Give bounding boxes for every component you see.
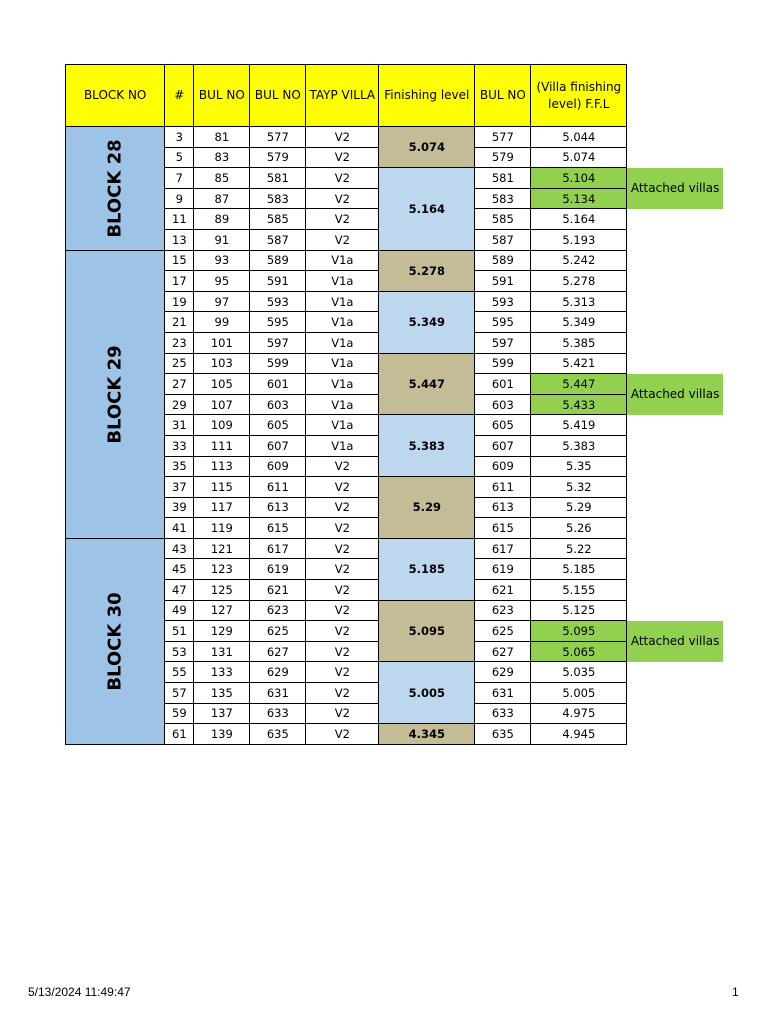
cell-villa-type: V2 [306,477,379,498]
cell-bul-no: 581 [250,168,306,189]
cell-bul-no: 121 [194,538,250,559]
cell-bul-no: 585 [250,209,306,230]
cell-bul-no: 613 [475,497,531,518]
cell-bul-no: 583 [250,188,306,209]
attached-villas-note: Attached villas [627,168,723,209]
cell-ffl: 5.193 [531,229,627,250]
cell-bul-no: 631 [475,683,531,704]
cell-bul-no: 101 [194,332,250,353]
cell-num: 51 [165,621,194,642]
cell-villa-type: V2 [306,188,379,209]
page-number: 1 [732,985,739,999]
cell-bul-no: 93 [194,250,250,271]
finishing-level-cell: 5.005 [379,662,475,724]
header-num: # [165,65,194,127]
cell-villa-type: V2 [306,641,379,662]
table-row [66,353,723,374]
cell-ffl: 5.419 [531,415,627,436]
cell-num: 55 [165,662,194,683]
cell-ffl: 5.26 [531,518,627,539]
cell-num: 27 [165,374,194,395]
cell-bul-no: 611 [250,477,306,498]
cell-bul-no: 137 [194,703,250,724]
header-villa-ffl: (Villa finishing level) F.F.L [531,65,627,127]
note-spacer [627,332,723,353]
note-spacer [627,209,723,230]
cell-bul-no: 627 [250,641,306,662]
cell-bul-no: 625 [475,621,531,642]
table-row [66,724,723,745]
block-label-cell [66,250,165,538]
cell-bul-no: 585 [475,209,531,230]
cell-bul-no: 615 [250,518,306,539]
finishing-level-cell: 5.383 [379,415,475,477]
note-spacer [627,538,723,559]
cell-num: 11 [165,209,194,230]
cell-num: 19 [165,291,194,312]
cell-bul-no: 135 [194,683,250,704]
cell-villa-type: V2 [306,456,379,477]
cell-num: 3 [165,127,194,148]
finishing-level-cell: 5.278 [379,250,475,291]
cell-bul-no: 85 [194,168,250,189]
cell-villa-type: V1a [306,312,379,333]
cell-bul-no: 111 [194,435,250,456]
header-finishing-level: Finishing level [379,65,475,127]
cell-bul-no: 91 [194,229,250,250]
note-spacer [627,477,723,498]
cell-villa-type: V2 [306,600,379,621]
cell-bul-no: 587 [250,229,306,250]
cell-ffl: 5.065 [531,641,627,662]
note-spacer [627,497,723,518]
block-label: BLOCK 30 [104,592,126,691]
cell-bul-no: 619 [475,559,531,580]
finishing-level-cell: 5.185 [379,538,475,600]
cell-bul-no: 633 [475,703,531,724]
cell-bul-no: 89 [194,209,250,230]
cell-villa-type: V2 [306,127,379,148]
cell-bul-no: 97 [194,291,250,312]
cell-num: 35 [165,456,194,477]
cell-bul-no: 105 [194,374,250,395]
cell-bul-no: 109 [194,415,250,436]
header-block-no: BLOCK NO [66,65,165,127]
cell-num: 25 [165,353,194,374]
cell-bul-no: 629 [475,662,531,683]
cell-bul-no: 581 [475,168,531,189]
cell-villa-type: V2 [306,703,379,724]
cell-bul-no: 603 [475,394,531,415]
cell-bul-no: 591 [250,271,306,292]
cell-bul-no: 87 [194,188,250,209]
block-label-cell [66,127,165,251]
cell-bul-no: 635 [475,724,531,745]
cell-bul-no: 593 [250,291,306,312]
attached-villas-note: Attached villas [627,374,723,415]
cell-ffl: 5.134 [531,188,627,209]
cell-bul-no: 595 [250,312,306,333]
cell-villa-type: V1a [306,291,379,312]
cell-num: 5 [165,147,194,168]
cell-bul-no: 631 [250,683,306,704]
cell-ffl: 5.242 [531,250,627,271]
cell-num: 61 [165,724,194,745]
cell-ffl: 5.044 [531,127,627,148]
cell-num: 9 [165,188,194,209]
cell-bul-no: 621 [475,580,531,601]
cell-bul-no: 623 [475,600,531,621]
cell-bul-no: 119 [194,518,250,539]
cell-villa-type: V1a [306,353,379,374]
cell-ffl: 5.29 [531,497,627,518]
cell-bul-no: 609 [250,456,306,477]
cell-villa-type: V1a [306,435,379,456]
cell-num: 41 [165,518,194,539]
cell-num: 57 [165,683,194,704]
cell-bul-no: 113 [194,456,250,477]
cell-bul-no: 123 [194,559,250,580]
cell-ffl: 5.095 [531,621,627,642]
header-tayp-villa: TAYP VILLA [306,65,379,127]
block-label: BLOCK 28 [104,139,126,238]
cell-villa-type: V1a [306,394,379,415]
cell-bul-no: 627 [475,641,531,662]
cell-bul-no: 117 [194,497,250,518]
cell-bul-no: 603 [250,394,306,415]
note-spacer [627,435,723,456]
cell-ffl: 5.447 [531,374,627,395]
cell-bul-no: 579 [250,147,306,168]
cell-ffl: 5.185 [531,559,627,580]
finishing-level-cell: 5.164 [379,168,475,250]
cell-villa-type: V2 [306,147,379,168]
cell-num: 47 [165,580,194,601]
cell-num: 17 [165,271,194,292]
note-spacer [627,518,723,539]
header-row [66,65,723,127]
cell-bul-no: 83 [194,147,250,168]
cell-villa-type: V2 [306,580,379,601]
cell-bul-no: 599 [250,353,306,374]
cell-bul-no: 587 [475,229,531,250]
cell-ffl: 5.035 [531,662,627,683]
table-row [66,662,723,683]
finishing-level-cell: 5.349 [379,291,475,353]
cell-num: 45 [165,559,194,580]
note-spacer [627,271,723,292]
cell-num: 29 [165,394,194,415]
block-label: BLOCK 29 [104,345,126,444]
finishing-level-cell: 5.074 [379,127,475,168]
cell-ffl: 5.349 [531,312,627,333]
cell-num: 37 [165,477,194,498]
cell-bul-no: 125 [194,580,250,601]
cell-bul-no: 625 [250,621,306,642]
cell-villa-type: V2 [306,621,379,642]
cell-bul-no: 597 [250,332,306,353]
cell-bul-no: 601 [475,374,531,395]
cell-ffl: 5.433 [531,394,627,415]
cell-bul-no: 613 [250,497,306,518]
cell-bul-no: 623 [250,600,306,621]
cell-bul-no: 599 [475,353,531,374]
cell-num: 33 [165,435,194,456]
note-spacer [627,662,723,683]
cell-num: 13 [165,229,194,250]
note-spacer [627,250,723,271]
header-bul-no: BUL NO [194,65,250,127]
table-row [66,477,723,498]
cell-bul-no: 579 [475,147,531,168]
cell-villa-type: V2 [306,683,379,704]
attached-villas-note: Attached villas [627,621,723,662]
cell-num: 21 [165,312,194,333]
cell-bul-no: 629 [250,662,306,683]
cell-ffl: 5.125 [531,600,627,621]
cell-bul-no: 589 [475,250,531,271]
table-row [66,291,723,312]
cell-num: 59 [165,703,194,724]
cell-num: 23 [165,332,194,353]
cell-ffl: 5.385 [531,332,627,353]
note-spacer [627,229,723,250]
cell-num: 43 [165,538,194,559]
cell-villa-type: V1a [306,250,379,271]
cell-bul-no: 595 [475,312,531,333]
block-label-cell [66,538,165,744]
note-spacer [627,456,723,477]
cell-ffl: 4.975 [531,703,627,724]
cell-villa-type: V2 [306,559,379,580]
cell-villa-type: V2 [306,497,379,518]
cell-ffl: 5.383 [531,435,627,456]
cell-bul-no: 591 [475,271,531,292]
header-spacer [627,65,723,127]
cell-bul-no: 615 [475,518,531,539]
cell-ffl: 5.278 [531,271,627,292]
cell-num: 49 [165,600,194,621]
cell-bul-no: 81 [194,127,250,148]
table-body [66,127,723,745]
note-spacer [627,147,723,168]
cell-ffl: 5.104 [531,168,627,189]
cell-num: 39 [165,497,194,518]
cell-bul-no: 577 [475,127,531,148]
finishing-level-cell: 5.447 [379,353,475,415]
table-row [66,250,723,271]
cell-ffl: 5.22 [531,538,627,559]
villa-levels-table [65,64,723,745]
cell-bul-no: 131 [194,641,250,662]
cell-ffl: 5.421 [531,353,627,374]
cell-bul-no: 127 [194,600,250,621]
cell-bul-no: 583 [475,188,531,209]
note-spacer [627,580,723,601]
cell-villa-type: V2 [306,518,379,539]
note-spacer [627,703,723,724]
cell-villa-type: V1a [306,271,379,292]
note-spacer [627,415,723,436]
table-row [66,600,723,621]
cell-bul-no: 601 [250,374,306,395]
note-spacer [627,724,723,745]
cell-bul-no: 633 [250,703,306,724]
cell-bul-no: 589 [250,250,306,271]
cell-villa-type: V2 [306,209,379,230]
cell-villa-type: V1a [306,374,379,395]
note-spacer [627,683,723,704]
cell-villa-type: V1a [306,415,379,436]
cell-villa-type: V2 [306,724,379,745]
cell-bul-no: 577 [250,127,306,148]
finishing-level-cell: 5.095 [379,600,475,662]
cell-ffl: 5.164 [531,209,627,230]
cell-bul-no: 617 [475,538,531,559]
cell-ffl: 5.074 [531,147,627,168]
cell-ffl: 5.005 [531,683,627,704]
cell-bul-no: 611 [475,477,531,498]
finishing-level-cell: 5.29 [379,477,475,539]
note-spacer [627,291,723,312]
cell-bul-no: 129 [194,621,250,642]
cell-bul-no: 597 [475,332,531,353]
cell-bul-no: 139 [194,724,250,745]
cell-bul-no: 103 [194,353,250,374]
note-spacer [627,312,723,333]
note-spacer [627,559,723,580]
cell-bul-no: 635 [250,724,306,745]
cell-bul-no: 95 [194,271,250,292]
cell-bul-no: 99 [194,312,250,333]
table-row [66,538,723,559]
cell-bul-no: 593 [475,291,531,312]
cell-bul-no: 607 [250,435,306,456]
cell-bul-no: 605 [475,415,531,436]
note-spacer [627,127,723,148]
cell-ffl: 4.945 [531,724,627,745]
cell-num: 31 [165,415,194,436]
cell-bul-no: 605 [250,415,306,436]
cell-villa-type: V2 [306,168,379,189]
note-spacer [627,600,723,621]
cell-villa-type: V2 [306,229,379,250]
cell-bul-no: 133 [194,662,250,683]
cell-num: 53 [165,641,194,662]
cell-ffl: 5.32 [531,477,627,498]
header-bul-no: BUL NO [475,65,531,127]
finishing-level-cell: 4.345 [379,724,475,745]
cell-ffl: 5.155 [531,580,627,601]
cell-ffl: 5.35 [531,456,627,477]
cell-bul-no: 621 [250,580,306,601]
cell-bul-no: 607 [475,435,531,456]
table-row [66,415,723,436]
cell-bul-no: 115 [194,477,250,498]
cell-num: 7 [165,168,194,189]
cell-villa-type: V2 [306,662,379,683]
header-bul-no: BUL NO [250,65,306,127]
print-timestamp: 5/13/2024 11:49:47 [28,985,131,999]
cell-bul-no: 619 [250,559,306,580]
note-spacer [627,353,723,374]
cell-bul-no: 107 [194,394,250,415]
cell-villa-type: V1a [306,332,379,353]
table-row [66,127,723,148]
cell-bul-no: 609 [475,456,531,477]
cell-bul-no: 617 [250,538,306,559]
cell-num: 15 [165,250,194,271]
cell-ffl: 5.313 [531,291,627,312]
cell-villa-type: V2 [306,538,379,559]
